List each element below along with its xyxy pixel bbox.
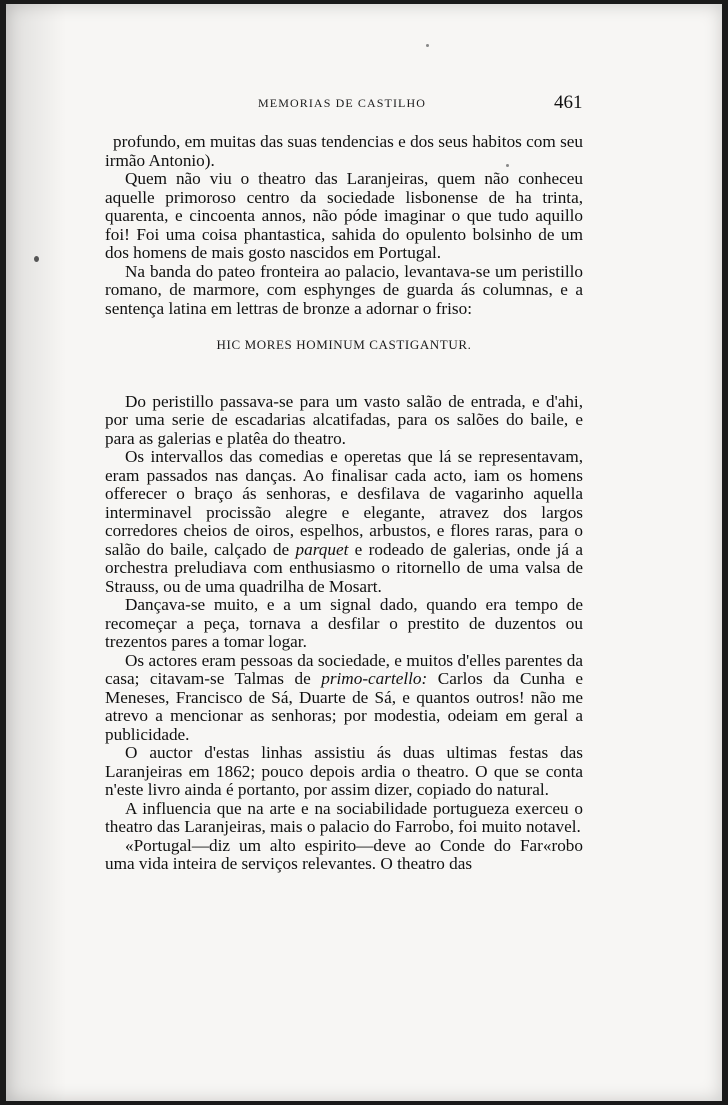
- paragraph-text: e rodeado de galerias, onde já a orchestra preludiava com enthusiasmo o ritornello de uma valsa de Strauss, ou de uma quadrilha de Mosart.: [105, 539, 583, 596]
- gutter-shadow: [6, 4, 66, 1101]
- ink-speck: [34, 256, 39, 262]
- paragraph: Na banda do pateo fronteira ao palacio, levantava-se um peristillo romano, de marmore, com esphynges de guarda ás columnas, e a sentença latina em lettras de bronze a adornar o friso:: [105, 261, 583, 318]
- book-page: [6, 4, 722, 1101]
- paragraph: profundo, em muitas das suas tendencias e dos seus habitos com seu irmão Antonio).: [105, 132, 583, 170]
- paragraph: [105, 448, 583, 596]
- running-title: MEMORIAS DE CASTILHO: [258, 96, 427, 110]
- paragraph: [105, 652, 583, 745]
- paragraph: Quem não viu o theatro das Laranjeiras, quem não conheceu aquelle primoroso centro da sociedade lisbonense de ha trinta, quarenta, e cincoenta annos, não póde imaginar o que tudo aquillo foi! Foi uma coisa phantastica, sahida do opulento bolsinho de um dos homens de mais gosto nascidos em Portugal.: [105, 169, 583, 262]
- paragraph: Dançava-se muito, e a um signal dado, quando era tempo de recomeçar a peça, tornava a desfilar o prestito de duzentos ou trezentos pares a tomar logar.: [105, 595, 583, 651]
- paragraph: A influencia que na arte e na sociabilidade portugueza exerceu o theatro das Laranjeiras, mais o palacio do Farrobo, foi muito notavel.: [105, 798, 583, 836]
- body-text: [105, 133, 583, 874]
- italic-term: primo-cartello:: [321, 669, 428, 688]
- page-number: 461: [554, 92, 583, 113]
- paragraph: «Portugal—diz um alto espirito—deve ao Conde do Far«robo uma vida inteira de serviços relevantes. O theatro das: [105, 835, 583, 873]
- paragraph: O auctor d'estas linhas assistiu ás duas ultimas festas das Laranjeiras em 1862; pouco depois ardia o theatro. O que se conta n'este livro ainda é portanto, por assim dizer, copiado do natural.: [105, 743, 583, 799]
- paragraph-text: Os intervallos das comedias e operetas que lá se representavam, eram passados nas danças. Ao finalisar cada acto, iam os homens offerecer o braço ás senhoras, e desfilava de vagarinho aquella interminavel procissão alegre e elegante, atravez dos largos corredores cheios de oiros, espelhos, arbustos, e flores raras, para o salão do baile, calçado de: [105, 447, 583, 559]
- italic-term: parquet: [295, 539, 349, 559]
- latin-inscription: HIC MORES HOMINUM CASTIGANTUR.: [216, 337, 472, 352]
- paragraph: Do peristillo passava-se para um vasto salão de entrada, e d'ahi, por uma serie de escadarias alcatifadas, para os salões do baile, e para as galerias e platêa do theatro.: [105, 391, 583, 448]
- paragraph-text: Os actores eram pessoas da sociedade, e muitos d'elles parentes da casa; citavam-se Talmas de: [105, 650, 583, 688]
- paragraph-text: Carlos da Cunha e Meneses, Francisco de Sá, Duarte de Sá, e quantos outros! não me atrevo a mencionar as senhoras; por modestia, odeiam em geral a publicidade.: [105, 669, 583, 744]
- ink-speck: [426, 44, 429, 47]
- running-head: [6, 92, 722, 116]
